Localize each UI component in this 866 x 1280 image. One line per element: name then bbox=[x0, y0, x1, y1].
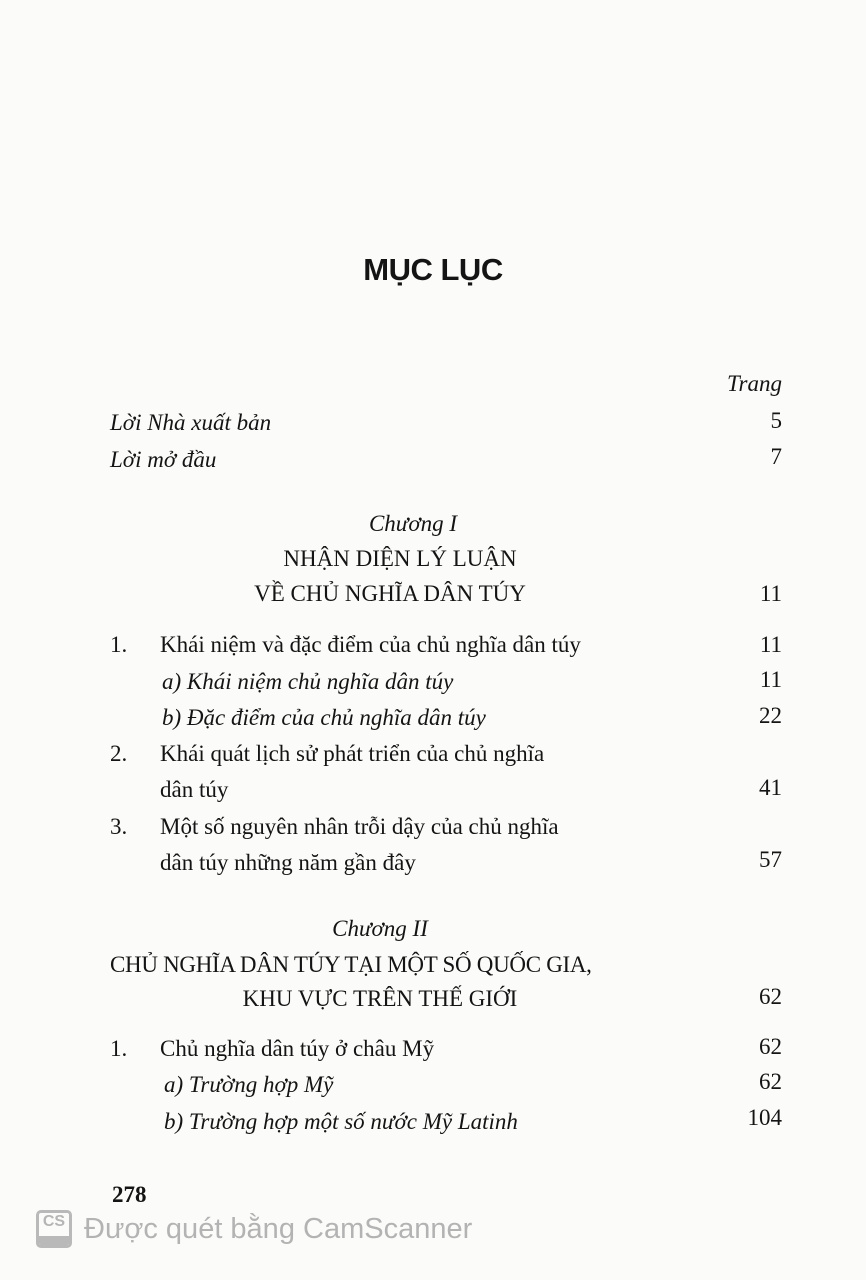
watermark-text: Được quét bằng CamScanner bbox=[84, 1212, 473, 1245]
toc-entry-page: 7 bbox=[770, 444, 782, 469]
section-number: 1. bbox=[110, 1036, 128, 1061]
toc-entry-label: Lời Nhà xuất bản bbox=[110, 410, 272, 435]
toc-entry-page: 104 bbox=[747, 1105, 782, 1130]
page-number: 278 bbox=[112, 1182, 147, 1207]
toc-entry-page: 22 bbox=[759, 703, 782, 728]
camscanner-logo-icon bbox=[36, 1210, 72, 1248]
chapter-label: Chương I bbox=[368, 511, 458, 536]
toc-entry-page: 11 bbox=[759, 632, 782, 657]
toc-entry-page: 62 bbox=[759, 984, 782, 1009]
toc-entry-label: dân túy những năm gần đây bbox=[160, 850, 416, 875]
logo-text: CS bbox=[42, 1213, 66, 1230]
chapter-heading: NHẬN DIỆN LÝ LUẬN bbox=[283, 546, 517, 571]
chapter-heading: VỀ CHỦ NGHĨA DÂN TÚY bbox=[254, 581, 526, 606]
page-title: MỤC LỤC bbox=[363, 252, 503, 287]
section-number: 1. bbox=[110, 632, 128, 657]
toc-subentry-label: b) Trường hợp một số nước Mỹ Latinh bbox=[164, 1109, 518, 1134]
toc-entry-page: 5 bbox=[770, 408, 782, 433]
toc-entry-label: Chủ nghĩa dân túy ở châu Mỹ bbox=[160, 1036, 435, 1061]
toc-entry-label: Khái niệm và đặc điểm của chủ nghĩa dân túy bbox=[160, 632, 581, 657]
toc-entry-page: 11 bbox=[759, 667, 782, 692]
toc-entry-label: Khái quát lịch sử phát triển của chủ nghĩa bbox=[160, 741, 545, 766]
camscanner-watermark bbox=[36, 1210, 472, 1248]
toc-entry-page: 62 bbox=[759, 1069, 782, 1094]
toc-entry-page: 41 bbox=[759, 775, 782, 800]
chapter-label: Chương II bbox=[332, 916, 428, 941]
toc-subentry-label: a) Trường hợp Mỹ bbox=[164, 1072, 334, 1097]
toc-entry-page: 11 bbox=[759, 581, 782, 606]
chapter-heading: CHỦ NGHĨA DÂN TÚY TẠI MỘT SỐ QUỐC GIA, bbox=[110, 952, 592, 977]
toc-subentry-label: a) Khái niệm chủ nghĩa dân túy bbox=[162, 669, 454, 694]
page-column-header: Trang bbox=[727, 371, 782, 396]
section-number: 2. bbox=[110, 741, 128, 766]
toc-entry-label: dân túy bbox=[160, 777, 229, 802]
toc-entry-page: 62 bbox=[759, 1034, 782, 1059]
chapter-heading: KHU VỰC TRÊN THẾ GIỚI bbox=[242, 986, 518, 1011]
toc-subentry-label: b) Đặc điểm của chủ nghĩa dân túy bbox=[162, 705, 486, 730]
section-number: 3. bbox=[110, 814, 128, 839]
toc-entry-page: 57 bbox=[759, 847, 782, 872]
toc-entry-label: Lời mở đầu bbox=[110, 447, 217, 472]
toc-entry-label: Một số nguyên nhân trỗi dậy của chủ nghĩa bbox=[160, 814, 559, 839]
